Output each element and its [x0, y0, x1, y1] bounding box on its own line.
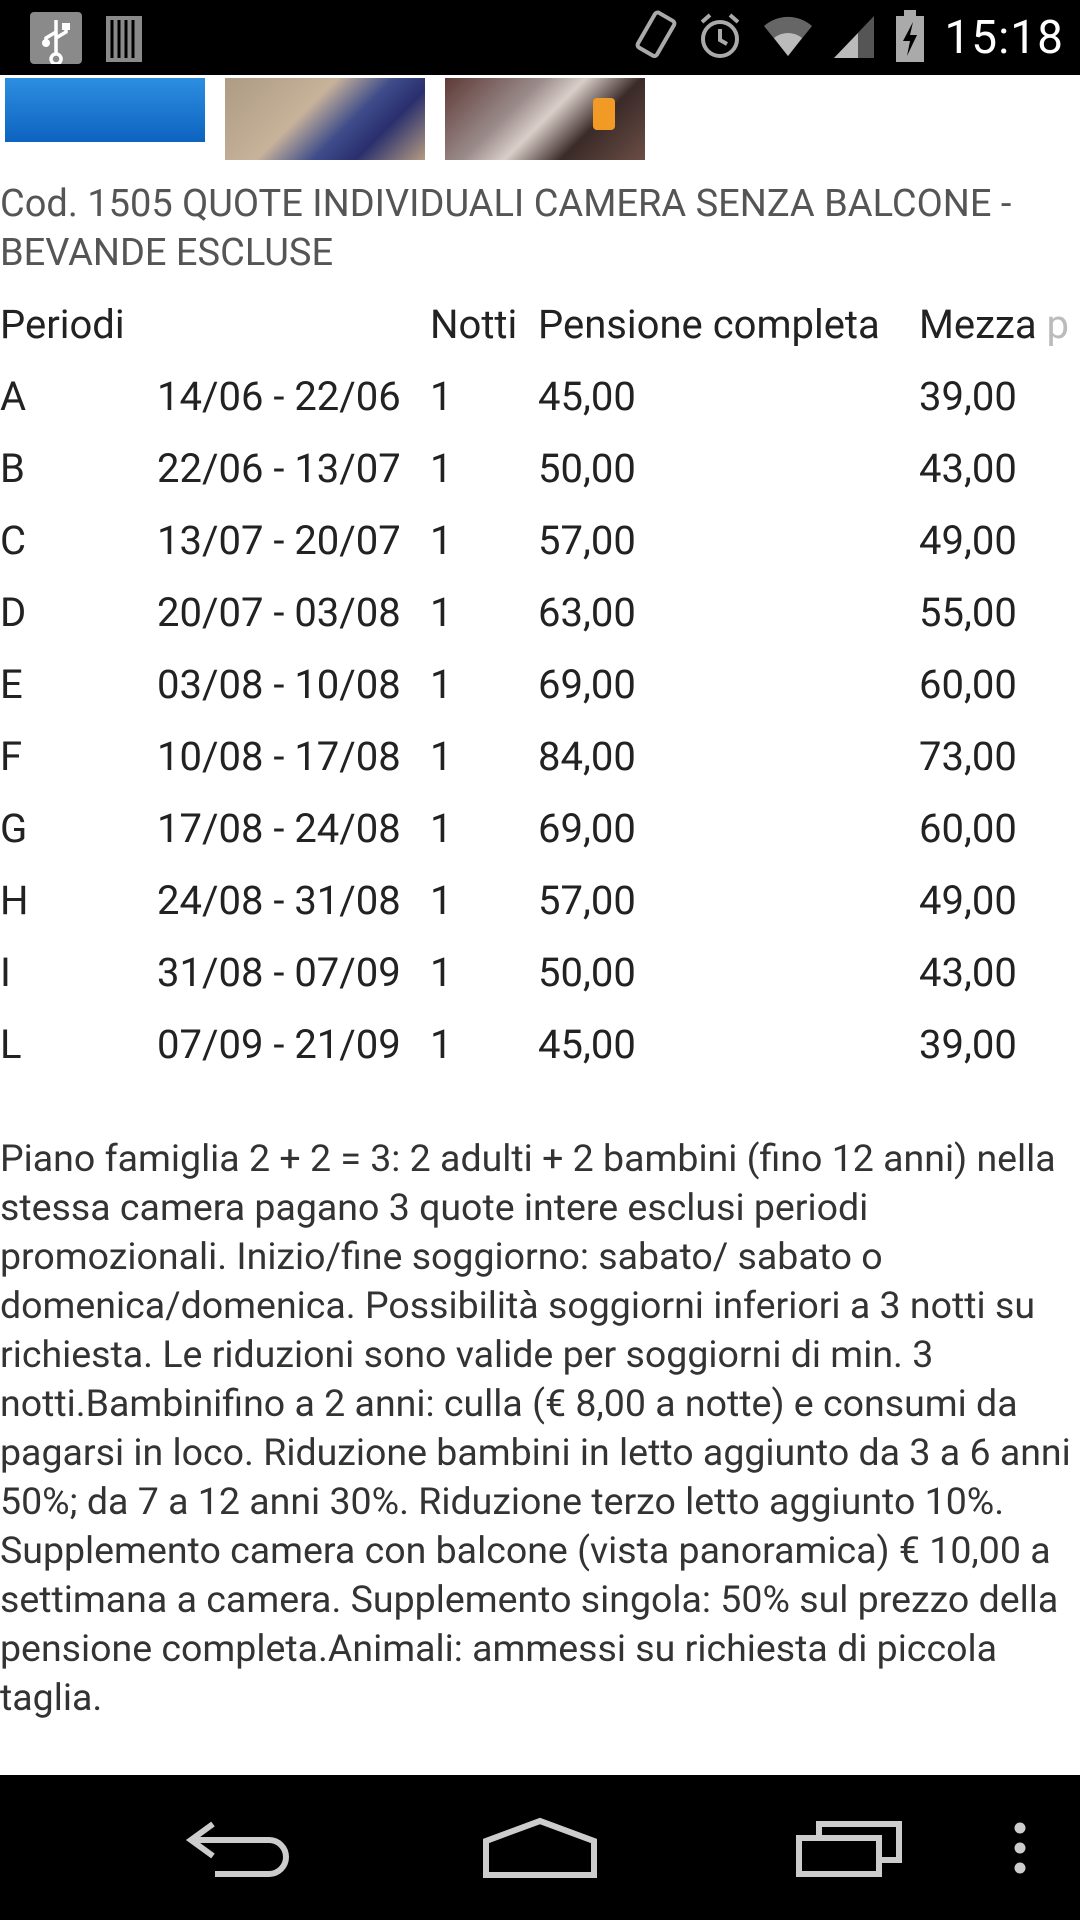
- cell-half-board: 73,00: [919, 732, 1017, 780]
- table-row: [0, 576, 1074, 648]
- table-row: [0, 720, 1074, 792]
- cell-nights: 1: [430, 804, 453, 852]
- cell-period: L: [0, 1020, 22, 1068]
- status-bar: [0, 0, 1080, 75]
- back-button[interactable]: [170, 1775, 310, 1920]
- cell-dates: 17/08 - 24/08: [157, 804, 401, 852]
- cell-full-board: 57,00: [538, 876, 636, 924]
- cell-half-board: 49,00: [919, 876, 1017, 924]
- battery-charging-icon: [894, 8, 926, 68]
- cell-full-board: 63,00: [538, 588, 636, 636]
- cell-period: A: [0, 372, 27, 420]
- home-icon: [482, 1817, 598, 1879]
- cell-dates: 20/07 - 03/08: [157, 588, 401, 636]
- cell-dates: 03/08 - 10/08: [157, 660, 401, 708]
- home-button[interactable]: [470, 1775, 610, 1920]
- price-table: [0, 288, 1074, 1080]
- table-row: [0, 360, 1074, 432]
- cell-period: C: [0, 516, 27, 564]
- sd-card-icon: [102, 12, 142, 68]
- cell-half-board: 60,00: [919, 660, 1017, 708]
- cell-dates: 31/08 - 07/09: [157, 948, 401, 996]
- navigation-bar: [0, 1775, 1080, 1920]
- cell-dates: 10/08 - 17/08: [157, 732, 401, 780]
- back-icon: [185, 1818, 295, 1878]
- thumbnail-selected-blue[interactable]: [5, 78, 205, 142]
- recents-icon: [795, 1818, 905, 1878]
- cell-nights: 1: [430, 660, 453, 708]
- overflow-menu-button[interactable]: [990, 1775, 1050, 1920]
- cell-half-board: 60,00: [919, 804, 1017, 852]
- cell-half-board: 55,00: [919, 588, 1017, 636]
- status-clock: 15:18: [944, 10, 1064, 65]
- offer-title: Cod. 1505 QUOTE INDIVIDUALI CAMERA SENZA BALCONE - BEVANDE ESCLUSE: [0, 182, 1012, 275]
- header-dates: [157, 288, 430, 360]
- recents-button[interactable]: [780, 1775, 920, 1920]
- header-mezza-label: Mezza p: [919, 300, 1069, 348]
- cell-period: H: [0, 876, 29, 924]
- cell-half-board: 49,00: [919, 516, 1017, 564]
- cell-period: E: [0, 660, 23, 708]
- cell-nights: 1: [430, 516, 453, 564]
- table-row: [0, 864, 1074, 936]
- cell-nights: 1: [430, 588, 453, 636]
- cell-nights: 1: [430, 948, 453, 996]
- wifi-icon: [762, 12, 814, 64]
- header-notti: Notti: [430, 300, 518, 348]
- table-row: [0, 432, 1074, 504]
- cell-dates: 07/09 - 21/09: [157, 1020, 401, 1068]
- header-pensione-completa: Pensione completa: [538, 300, 880, 348]
- cell-nights: 1: [430, 1020, 453, 1068]
- cell-dates: 13/07 - 20/07: [157, 516, 401, 564]
- cell-half-board: 39,00: [919, 372, 1017, 420]
- header-mezza-pensione: [919, 288, 1074, 360]
- cell-nights: 1: [430, 372, 453, 420]
- cell-period: F: [0, 732, 23, 780]
- cell-full-board: 69,00: [538, 660, 636, 708]
- cell-half-board: 39,00: [919, 1020, 1017, 1068]
- table-row: [0, 648, 1074, 720]
- cell-dates: 24/08 - 31/08: [157, 876, 401, 924]
- thumbnail-room-photo[interactable]: [225, 78, 425, 160]
- table-row: [0, 504, 1074, 576]
- cell-nights: 1: [430, 732, 453, 780]
- cell-full-board: 57,00: [538, 516, 636, 564]
- cell-full-board: 45,00: [538, 1020, 636, 1068]
- table-header-row: [0, 288, 1074, 360]
- cell-nights: 1: [430, 876, 453, 924]
- cell-full-board: 45,00: [538, 372, 636, 420]
- cell-period: G: [0, 804, 28, 852]
- cell-period: D: [0, 588, 27, 636]
- table-row: [0, 792, 1074, 864]
- cell-nights: 1: [430, 444, 453, 492]
- cell-full-board: 84,00: [538, 732, 636, 780]
- cell-half-board: 43,00: [919, 444, 1017, 492]
- cell-full-board: 69,00: [538, 804, 636, 852]
- offer-notes: Piano famiglia 2 + 2 = 3: 2 adulti + 2 bambini (fino 12 anni) nella stessa camera pagano 3 quote intere esclusi periodi promozionali. Inizio/fine soggiorno: sabato/ sabato o domenica/domenica. Possibilità soggiorni inferiori a 3 notti su richiesta. Le riduzioni sono valide per soggiorni di min. 3 notti.Bambinifino a 2 anni: culla (€ 8,00 a notte) e consumi da pagarsi in loco. Riduzione bambini in letto aggiunto da 3 a 6 anni 50%; da 7 a 12 anni 30%. Riduzione terzo letto aggiunto 10%. Supplemento camera con balcone (vista panoramica) € 10,00 a settimana a camera. Supplemento singola: 50% sul prezzo della pensione completa.Animali: ammessi su richiesta di piccola taglia.: [0, 1137, 1071, 1720]
- cell-full-board: 50,00: [538, 948, 636, 996]
- table-row: [0, 1008, 1074, 1080]
- screen-rotation-icon: [632, 10, 678, 66]
- thumbnail-interior-photo[interactable]: [445, 78, 645, 160]
- cell-dates: 14/06 - 22/06: [157, 372, 401, 420]
- overflow-menu-icon: [1012, 1822, 1028, 1874]
- cell-full-board: 50,00: [538, 444, 636, 492]
- alarm-icon: [696, 10, 744, 66]
- cell-period: B: [0, 444, 25, 492]
- table-row: [0, 936, 1074, 1008]
- usb-icon: [30, 12, 82, 68]
- cell-dates: 22/06 - 13/07: [157, 444, 401, 492]
- cell-period: I: [0, 948, 11, 996]
- cell-signal-icon: [832, 12, 876, 64]
- header-periodi: Periodi: [0, 300, 125, 348]
- cell-half-board: 43,00: [919, 948, 1017, 996]
